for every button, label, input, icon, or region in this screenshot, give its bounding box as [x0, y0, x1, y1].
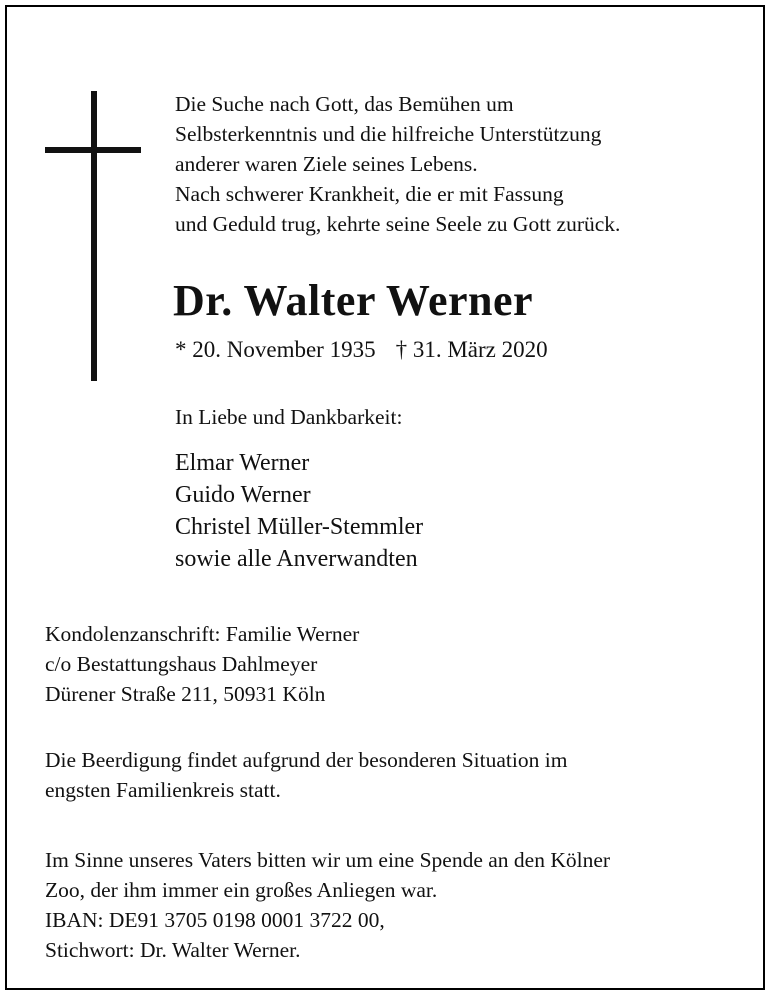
- verse-text: [175, 89, 620, 239]
- verse-line: Selbsterkenntnis und die hilfreiche Unterstützung: [175, 122, 602, 146]
- donation-line: Im Sinne unseres Vaters bitten wir um eine Spende an den Kölner: [45, 848, 611, 872]
- life-dates: [175, 337, 548, 363]
- mourners-intro: In Liebe und Dankbarkeit:: [175, 405, 403, 429]
- mourner-name: Christel Müller-Stemmler: [175, 514, 424, 540]
- death-date: † 31. März 2020: [395, 337, 548, 362]
- deceased-name: Dr. Walter Werner: [173, 276, 534, 325]
- mourner-name: Elmar Werner: [175, 450, 310, 476]
- mourner-name: sowie alle Anverwandten: [175, 546, 418, 572]
- funeral-line: engsten Familienkreis statt.: [45, 778, 281, 802]
- iban-line: IBAN: DE91 3705 0198 0001 3722 00,: [45, 908, 385, 932]
- cross-horizontal-bar: [45, 147, 141, 153]
- birth-date: * 20. November 1935: [175, 337, 376, 362]
- mourners-list: [175, 447, 423, 575]
- funeral-line: Die Beerdigung findet aufgrund der besonderen Situation im: [45, 748, 568, 772]
- verse-line: Nach schwerer Krankheit, die er mit Fassung: [175, 182, 564, 206]
- cross-vertical-bar: [91, 91, 97, 381]
- mourner-name: Guido Werner: [175, 482, 311, 508]
- donation-line: Zoo, der ihm immer ein großes Anliegen war.: [45, 878, 438, 902]
- funeral-notice: [45, 745, 567, 805]
- address-line: Kondolenzanschrift: Familie Werner: [45, 622, 360, 646]
- keyword-line: Stichwort: Dr. Walter Werner.: [45, 938, 301, 962]
- address-line: c/o Bestattungshaus Dahlmeyer: [45, 652, 318, 676]
- address-line: Dürener Straße 211, 50931 Köln: [45, 682, 326, 706]
- verse-line: anderer waren Ziele seines Lebens.: [175, 152, 478, 176]
- verse-line: und Geduld trug, kehrte seine Seele zu Gott zurück.: [175, 212, 621, 236]
- verse-line: Die Suche nach Gott, das Bemühen um: [175, 92, 514, 116]
- condolence-address: [45, 619, 359, 709]
- donation-request: [45, 845, 610, 965]
- obituary-notice: [5, 5, 765, 990]
